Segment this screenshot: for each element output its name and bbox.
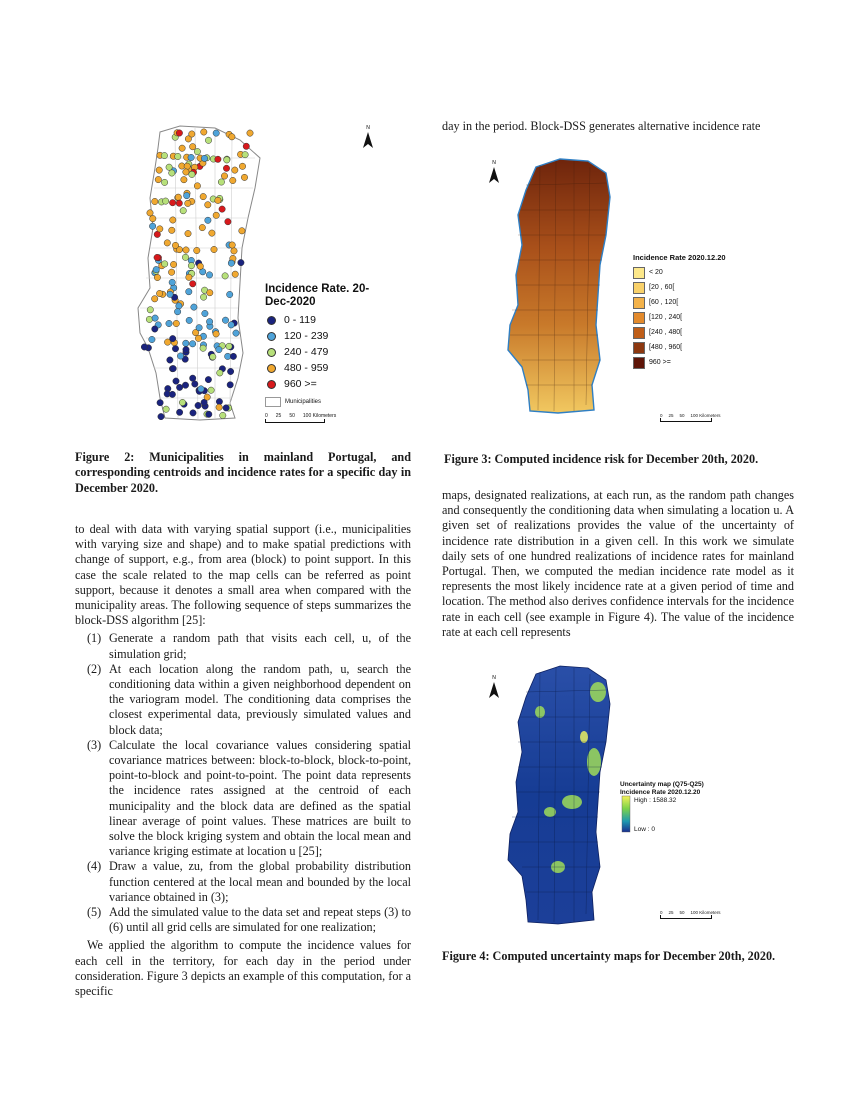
scale-label: 100 Kilometers	[690, 413, 721, 418]
centroid-dot	[189, 171, 195, 177]
algorithm-step	[75, 905, 411, 935]
step-text: Add the simulated value to the data set and repeat steps (3) to (6) until all grid cells are simulated for one realization;	[109, 905, 411, 935]
centroid-dot	[150, 215, 156, 221]
centroid-dot	[166, 164, 172, 170]
north-label-fig3: N	[492, 160, 496, 166]
legend-row-fig2	[265, 344, 390, 360]
centroid-dot	[185, 230, 191, 236]
centroid-dot	[205, 376, 211, 382]
legend-row-fig2	[265, 312, 390, 328]
centroid-dot	[176, 303, 182, 309]
centroid-dot	[194, 183, 200, 189]
centroid-dot	[172, 346, 178, 352]
centroid-dot	[186, 317, 192, 323]
centroid-dot	[166, 320, 172, 326]
legend-row-fig3	[633, 355, 783, 370]
centroid-dot	[183, 340, 189, 346]
centroid-dot	[210, 354, 216, 360]
centroid-dot	[226, 343, 232, 349]
centroid-dot	[194, 247, 200, 253]
centroid-dot	[156, 167, 162, 173]
centroid-dot	[169, 279, 175, 285]
centroid-dot	[162, 261, 168, 267]
centroid-dot	[179, 145, 185, 151]
legend-high-label: High : 1588.32	[634, 797, 677, 804]
centroid-dot	[168, 269, 174, 275]
algorithm-steps	[75, 631, 411, 935]
left-column	[75, 522, 411, 999]
centroid-dot	[189, 131, 195, 137]
legend-label: 480 - 959	[284, 362, 329, 374]
step-text: Draw a value, zu, from the global probability distribution function centered at the local mean and bounded by the local variance obtained in (3);	[109, 859, 411, 904]
scale-label: 50	[679, 413, 685, 418]
legend-label: [20 , 60[	[649, 284, 675, 291]
centroid-dot	[155, 176, 161, 182]
centroid-dot	[173, 320, 179, 326]
legend-label: 0 - 119	[284, 314, 316, 326]
centroid-dot	[197, 263, 203, 269]
centroid-dot	[215, 197, 221, 203]
centroid-dot	[176, 409, 182, 415]
centroid-dot	[157, 226, 163, 232]
centroid-dot	[185, 200, 191, 206]
centroid-dot	[223, 165, 229, 171]
legend-swatch	[633, 297, 645, 309]
legend-swatch	[633, 267, 645, 279]
algorithm-step	[75, 631, 411, 661]
centroid-dot	[152, 315, 158, 321]
centroid-dot	[179, 399, 185, 405]
centroid-dot	[192, 381, 198, 387]
scale-label: 50	[679, 910, 685, 915]
centroid-dot	[221, 173, 227, 179]
centroid-dot	[175, 153, 181, 159]
centroid-dot	[232, 167, 238, 173]
centroid-dot	[181, 177, 187, 183]
step-number: (4)	[87, 859, 102, 874]
centroid-dot	[195, 335, 201, 341]
scale-bar-fig4	[660, 910, 721, 919]
legend-label: [240 , 480[	[649, 329, 683, 336]
legend-swatch	[633, 357, 645, 369]
algorithm-step	[75, 662, 411, 738]
centroid-dot	[169, 170, 175, 176]
centroid-dot	[232, 271, 238, 277]
centroid-dot	[149, 223, 155, 229]
centroid-dot	[182, 254, 188, 260]
centroid-dot	[242, 152, 248, 158]
north-arrow-fig2	[363, 125, 373, 148]
centroid-dot	[205, 137, 211, 143]
centroid-dot	[216, 404, 222, 410]
north-arrow-fig4	[489, 675, 499, 698]
scale-label: 50	[289, 413, 295, 419]
legend-row-fig2	[265, 328, 390, 344]
centroid-dot	[169, 200, 175, 206]
legend-row-fig3	[633, 295, 783, 310]
centroid-dot	[152, 198, 158, 204]
portugal-outline-fig3	[508, 159, 610, 413]
centroid-dot	[190, 410, 196, 416]
centroid-dot	[154, 274, 160, 280]
centroid-dot	[186, 274, 192, 280]
scale-label: 0	[660, 910, 663, 915]
centroid-dot	[170, 365, 176, 371]
centroid-dot	[170, 261, 176, 267]
centroid-dot	[169, 227, 175, 233]
centroid-dot	[154, 254, 160, 260]
scale-label: 0	[265, 413, 268, 419]
centroid-dot	[146, 316, 152, 322]
scale-label: 100 Kilometers	[690, 910, 721, 915]
centroid-dot	[156, 290, 162, 296]
centroid-dot	[238, 259, 244, 265]
centroid-dot	[182, 382, 188, 388]
centroid-dot	[213, 130, 219, 136]
centroid-dot	[147, 210, 153, 216]
centroid-dot	[164, 240, 170, 246]
centroid-dot	[153, 266, 159, 272]
figure-4-caption: Figure 4: Computed uncertainty maps for December 20th, 2020.	[442, 949, 776, 963]
centroid-dot	[152, 296, 158, 302]
legend-boundary-label: Municipalities	[285, 399, 322, 405]
centroid-dot	[157, 400, 163, 406]
figure-2-caption: Figure 2: Municipalities in mainland Portugal, and corresponding centroids and incidence rates for a specific day in December 2020.	[75, 450, 411, 495]
centroid-dot	[223, 405, 229, 411]
left-para-2: We applied the algorithm to compute the incidence values for each cell in the territory, for each day in the period under consideration. Figure 3 depicts an example of this computation, for a specific	[75, 938, 411, 999]
legend-label: 240 - 479	[284, 346, 329, 358]
centroid-dot	[158, 413, 164, 419]
legend-row-fig2	[265, 360, 390, 376]
centroid-dot	[170, 217, 176, 223]
centroid-dot	[191, 304, 197, 310]
legend-swatch	[633, 312, 645, 324]
centroid-dot	[222, 273, 228, 279]
centroid-dot	[177, 353, 183, 359]
centroid-dot	[206, 319, 212, 325]
north-label-fig2: N	[366, 125, 370, 131]
legend-label: < 20	[649, 269, 663, 276]
scale-bar-fig3	[660, 413, 721, 422]
centroid-dot	[184, 192, 190, 198]
centroid-dot	[161, 179, 167, 185]
step-text: At each location along the random path, u, search the conditioning data within a given neighborhood dependent on the variogram model. The conditioning data comprises the closest experimental data, previously simulated values and block data;	[109, 661, 411, 737]
centroid-dot	[205, 217, 211, 223]
centroid-dot	[207, 290, 213, 296]
centroid-dot	[206, 411, 212, 417]
centroid-dot	[152, 326, 158, 332]
centroid-dot	[141, 344, 147, 350]
centroid-dot	[201, 129, 207, 135]
left-para-1: to deal with data with varying spatial support (i.e., municipalities with varying size and shape) and to make spatial predictions with change of support, e.g., from area (block) to point support. In this case the scale related to the map cells can be referred as point support, because it denotes a small area when compared with the municipality areas. The following sequence of steps summarizes the block-DSS algorithm [25]:	[75, 522, 411, 628]
legend-title-fig2: Incidence Rate. 20-Dec-2020	[265, 283, 370, 308]
centroid-dot	[216, 398, 222, 404]
centroid-dot	[239, 163, 245, 169]
centroid-dot	[149, 336, 155, 342]
centroid-dot	[225, 219, 231, 225]
legend-swatch	[633, 282, 645, 294]
legend-row-fig3	[633, 340, 783, 355]
centroid-dot	[190, 281, 196, 287]
figure-3-legend	[633, 253, 783, 370]
figure-3-caption: Figure 3: Computed incidence risk for December 20th, 2020.	[444, 452, 759, 466]
centroid-dot	[213, 331, 219, 337]
centroid-dot	[228, 260, 234, 266]
legend-dot	[267, 332, 276, 341]
centroid-dot	[247, 130, 253, 136]
scale-label: 25	[275, 413, 282, 419]
centroid-dot	[216, 346, 222, 352]
centroid-dot	[173, 378, 179, 384]
centroid-dot	[162, 198, 168, 204]
centroid-dot	[198, 386, 204, 392]
centroid-dot	[196, 325, 202, 331]
centroid-dot	[220, 412, 226, 418]
centroid-dot	[222, 317, 228, 323]
centroid-dot	[200, 345, 206, 351]
figure-4	[488, 662, 788, 930]
centroid-dot	[200, 193, 206, 199]
centroid-dot	[215, 156, 221, 162]
centroid-dot	[202, 310, 208, 316]
legend-dot	[267, 348, 276, 357]
figure-4-legend	[620, 781, 780, 833]
centroid-dot	[180, 208, 186, 214]
centroid-dot	[218, 179, 224, 185]
centroid-dot	[204, 394, 210, 400]
centroid-dot	[175, 194, 181, 200]
centroid-dot	[176, 384, 182, 390]
centroid-dot	[233, 330, 239, 336]
centroid-dot	[183, 247, 189, 253]
centroid-dot	[200, 294, 206, 300]
legend-dot	[267, 380, 276, 389]
centroid-dot	[194, 148, 200, 154]
algorithm-step	[75, 859, 411, 905]
centroid-dot	[243, 143, 249, 149]
centroid-dot	[230, 177, 236, 183]
centroid-dot	[217, 370, 223, 376]
centroid-dot	[211, 246, 217, 252]
legend-row-fig3	[633, 280, 783, 295]
step-number: (3)	[87, 737, 102, 752]
step-number: (5)	[87, 905, 102, 920]
centroid-dot	[189, 341, 195, 347]
centroid-dot	[229, 242, 235, 248]
legend-row-fig3	[633, 310, 783, 325]
legend-row-fig3	[633, 325, 783, 340]
legend-title-fig4: Uncertainty map (Q75-Q25)	[620, 781, 704, 788]
north-arrow-fig3	[489, 160, 499, 183]
legend-swatch	[633, 327, 645, 339]
scale-label: 100 Kilometers	[302, 413, 337, 419]
step-number: (1)	[87, 631, 102, 646]
figure-2	[120, 118, 390, 438]
legend-label: 960 >=	[649, 359, 671, 366]
step-text: Generate a random path that visits each cell, u, of the simulation grid;	[109, 631, 411, 661]
scale-label: 25	[668, 413, 674, 418]
centroid-dot	[167, 291, 173, 297]
centroid-dot	[183, 169, 189, 175]
legend-boundary-swatch	[265, 397, 281, 407]
centroid-dot	[163, 406, 169, 412]
centroid-dot	[206, 272, 212, 278]
legend-boundary-row	[265, 394, 390, 410]
algorithm-step	[75, 738, 411, 860]
centroid-dot	[167, 357, 173, 363]
legend-row-fig2	[265, 376, 390, 392]
north-label-fig4: N	[492, 675, 496, 681]
figure-2-legend	[265, 283, 390, 423]
centroid-dot	[190, 375, 196, 381]
centroid-dot	[183, 346, 189, 352]
centroid-dot	[190, 144, 196, 150]
centroid-dot	[174, 309, 180, 315]
centroid-dot	[229, 134, 235, 140]
centroid-dot	[176, 200, 182, 206]
centroid-dot	[241, 174, 247, 180]
centroid-dot	[199, 224, 205, 230]
centroid-dot	[184, 163, 190, 169]
centroid-dot	[227, 368, 233, 374]
centroid-dot	[213, 212, 219, 218]
centroid-dot	[188, 263, 194, 269]
centroid-dot	[195, 402, 201, 408]
centroid-dot	[231, 248, 237, 254]
centroid-dot	[208, 387, 214, 393]
centroid-dot	[176, 130, 182, 136]
legend-label: 120 - 239	[284, 330, 329, 342]
scale-label: 0	[660, 413, 663, 418]
centroid-dot	[188, 154, 194, 160]
legend-title-fig3: Incidence Rate 2020.12.20	[633, 253, 726, 262]
centroid-dot	[230, 353, 236, 359]
centroid-dot	[147, 307, 153, 313]
step-text: Calculate the local covariance values considering spatial covariance matrices between: block-to-block, block-to-point, point-to-block and point-to-point. The point data represents the incidence rates assigned at the centroid of each municipality and the block data are defined as the spatial linear average of point values. These matrices are built to solve the block kriging system and obtain the local mean and variance kriging estimate at location u [25];	[109, 737, 411, 859]
legend-label: [60 , 120[	[649, 299, 679, 306]
centroid-dot	[172, 242, 178, 248]
centroid-dot	[169, 391, 175, 397]
legend-swatch	[633, 342, 645, 354]
legend-row-fig3	[633, 265, 783, 280]
right-top-line: day in the period. Block-DSS generates alternative incidence rate	[442, 119, 761, 133]
centroid-dot	[186, 289, 192, 295]
legend-label: [120 , 240[	[649, 314, 683, 321]
centroid-dot	[227, 382, 233, 388]
legend-dot	[267, 316, 276, 325]
centroid-dot	[209, 230, 215, 236]
centroid-dot	[225, 353, 231, 359]
scale-label: 25	[668, 910, 674, 915]
legend-low-label: Low : 0	[634, 826, 655, 833]
portugal-outline-fig4	[508, 666, 610, 924]
legend-subtitle-fig4: Incidence Rate 2020.12.20	[620, 789, 701, 796]
centroid-dot	[224, 157, 230, 163]
figure-3	[488, 155, 788, 435]
centroid-dot	[228, 322, 234, 328]
centroid-dot	[170, 335, 176, 341]
step-number: (2)	[87, 661, 102, 676]
centroid-dot	[201, 155, 207, 161]
legend-label: [480 , 960[	[649, 344, 683, 351]
centroid-dot	[239, 228, 245, 234]
legend-label: 960 >=	[284, 378, 317, 390]
centroid-dot	[205, 202, 211, 208]
legend-dot	[267, 364, 276, 373]
right-para: maps, designated realizations, at each run, as the random path changes and consequently the conditioning data when simulating a location u. A given set of realizations provides the value of the uncertainty of incidence rate distribution in a given cell. In this work we simulate daily sets of one hundred realizations of incidence rates for mainland Portugal. Then, we computed the median incidence rate model as it represents the most likely incidence rate at a given period of time and location. The method also derives confidence intervals for the incidence rate in each cell (see example in Figure 4). The value of the incidence rate at each cell represents	[442, 488, 794, 639]
centroid-dot	[219, 206, 225, 212]
centroid-dot	[227, 291, 233, 297]
scale-bar-fig2	[265, 413, 390, 423]
centroid-dot	[161, 152, 167, 158]
